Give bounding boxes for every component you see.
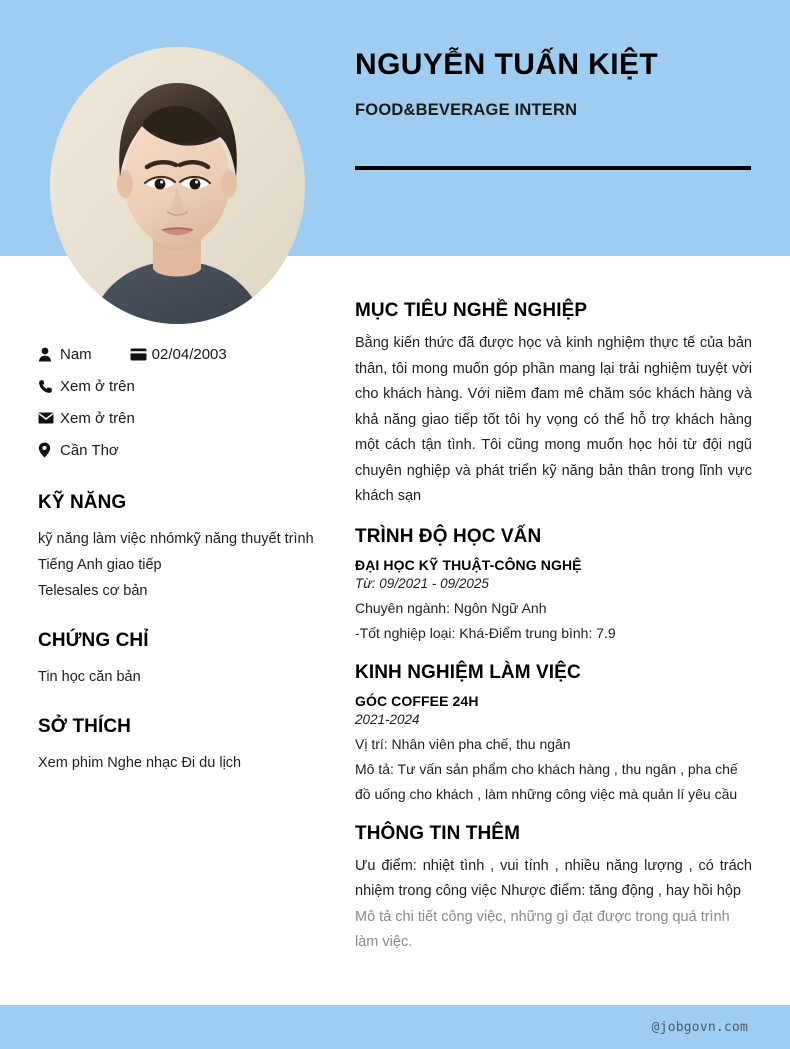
contact-row-email (38, 402, 338, 434)
location-pin-icon (38, 442, 60, 458)
experience-company: GÓC COFFEE 24H (355, 692, 479, 709)
education-dates: Từ: 09/2021 - 09/2025 (355, 575, 489, 591)
section-title-education: TRÌNH ĐỘ HỌC VẤN (355, 525, 542, 547)
contact-row-phone (38, 370, 338, 402)
contact-row-location (38, 434, 338, 466)
skill-item: Telesales cơ bản (38, 583, 148, 599)
contact-email-value: Xem ở trên (60, 409, 135, 427)
skill-item: Tiếng Anh giao tiếp (38, 557, 162, 573)
header-divider-rule (355, 166, 751, 170)
skill-item: kỹ năng làm việc nhómkỹ năng thuyết trình (38, 531, 314, 547)
section-experience (355, 662, 752, 807)
left-column (38, 338, 338, 776)
contact-phone-value: Xem ở trên (60, 377, 135, 395)
section-title-skills: KỸ NĂNG (38, 492, 127, 513)
right-column (355, 300, 752, 972)
contact-email (38, 410, 135, 427)
person-icon (38, 347, 60, 362)
contact-phone (38, 378, 135, 395)
section-title-objective: MỤC TIÊU NGHỀ NGHIỆP (355, 300, 588, 321)
section-additional (355, 823, 752, 956)
phone-icon (38, 379, 60, 394)
section-title-additional: THÔNG TIN THÊM (355, 822, 520, 844)
additional-text: Ưu điểm: nhiệt tình , vui tính , nhiều năng lượng , có trách nhiệm trong công việc Nhược điểm: tăng động , hay hồi hộp (355, 857, 752, 899)
education-result: -Tốt nghiệp loại: Khá-Điểm trung bình: 7.9 (355, 624, 616, 641)
contact-row-gender-birth (38, 338, 338, 370)
section-education (355, 526, 752, 646)
section-objective (355, 300, 752, 510)
candidate-role: FOOD&BEVERAGE INTERN (355, 100, 578, 119)
footer-watermark: @jobgovn.com (651, 1020, 748, 1035)
envelope-icon (38, 412, 60, 424)
education-school: ĐẠI HỌC KỸ THUẬT-CÔNG NGHỆ (355, 556, 582, 573)
contact-location-value: Cần Thơ (60, 441, 119, 459)
contact-birthdate (130, 346, 227, 363)
contact-birthdate-value: 02/04/2003 (151, 345, 227, 363)
certificate-item: Tin học căn bản (38, 669, 141, 685)
section-title-hobbies: SỞ THÍCH (38, 716, 132, 737)
experience-dates: 2021-2024 (355, 711, 420, 727)
hobby-item: Xem phim Nghe nhạc Đi du lịch (38, 755, 242, 771)
experience-description: Mô tả: Tư vấn sản phẩm cho khách hàng , thu ngân , pha chế đồ uống cho khách , làm những công việc mà quản lí yêu cầu (355, 760, 738, 802)
experience-position: Vị trí: Nhân viên pha chế, thu ngân (355, 735, 571, 752)
calendar-card-icon (130, 348, 152, 361)
section-title-certificates: CHỨNG CHỈ (38, 630, 149, 651)
profile-photo (50, 47, 305, 324)
objective-text: Bằng kiến thức đã được học và kinh nghiệm thực tế của bản thân, tôi mong muốn góp phần mang lại trải nghiệm tuyệt vời cho khách hàng. Với niềm đam mê chăm sóc khách hàng và khả năng giao tiếp tốt tôi hy vọng có thể hỗ trợ khách hàng một cách tận tình. Tôi cũng mong muốn học hỏi từ đội ngũ chuyên nghiệp và phát triển kỹ năng bản thân trong lĩnh vực khách sạn (355, 335, 752, 504)
header-text-block (355, 48, 755, 120)
contact-gender (38, 346, 92, 363)
section-title-experience: KINH NGHIỆM LÀM VIỆC (355, 661, 581, 683)
contact-location (38, 442, 119, 459)
candidate-name: NGUYỄN TUẤN KIỆT (355, 48, 659, 81)
additional-placeholder: Mô tả chi tiết công việc, những gì đạt được trong quá trình làm việc. (355, 908, 730, 950)
contact-gender-value: Nam (60, 345, 92, 363)
education-major: Chuyên ngành: Ngôn Ngữ Anh (355, 599, 547, 616)
